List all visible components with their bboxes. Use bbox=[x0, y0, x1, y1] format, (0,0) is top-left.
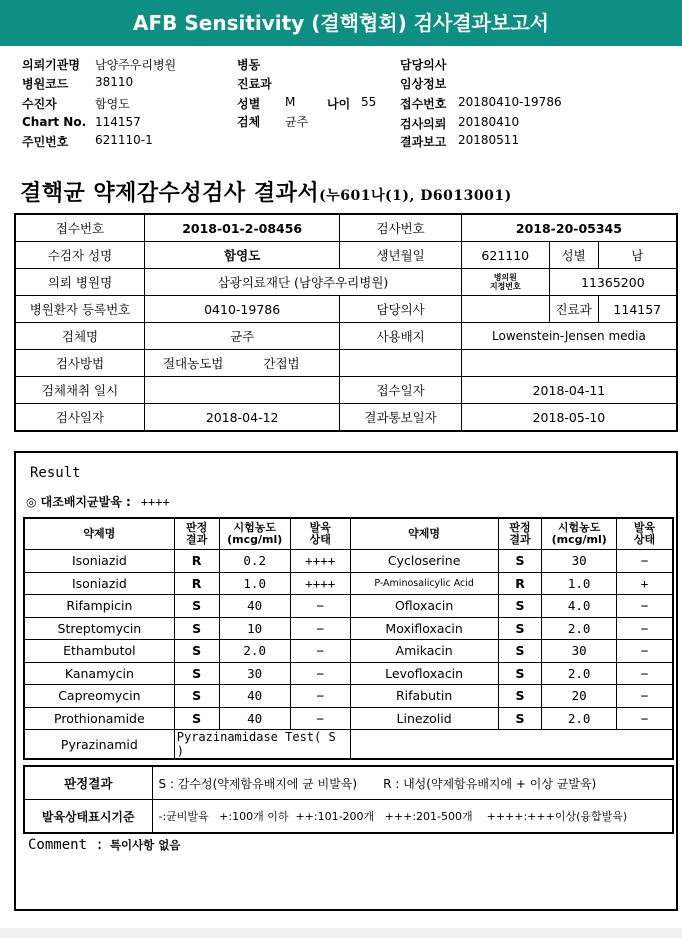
patient-name-label: 수검자 성명 bbox=[15, 242, 144, 269]
value-resident-no: 621110-1 bbox=[95, 133, 153, 147]
conc: 30 bbox=[542, 550, 617, 573]
report-date-value: 2018-05-10 bbox=[461, 404, 677, 432]
conc: 2.0 bbox=[542, 662, 617, 685]
conc: 10 bbox=[219, 617, 290, 640]
header-conc: 시험농도 (mcg/ml) bbox=[219, 518, 290, 550]
drug-name: Pyrazinamid bbox=[24, 730, 174, 760]
label-result-report: 결과보고 bbox=[400, 135, 447, 149]
drug-name: Ethambutol bbox=[24, 640, 174, 663]
conc: 20 bbox=[542, 685, 617, 708]
conc: 2.0 bbox=[219, 640, 290, 663]
result-heading: Result bbox=[30, 465, 81, 481]
comment-label: Comment : bbox=[28, 837, 104, 853]
growth: − bbox=[616, 685, 673, 708]
hosp-no-label bbox=[461, 269, 549, 296]
conc: 40 bbox=[219, 685, 290, 708]
receipt-no-label: 접수번호 bbox=[15, 214, 144, 242]
conc: 0.2 bbox=[219, 550, 290, 573]
label-patient: 수진자 bbox=[22, 97, 57, 111]
judge: S bbox=[174, 640, 219, 663]
label-hospital-code: 병원코드 bbox=[22, 77, 69, 91]
growth: + bbox=[616, 572, 673, 595]
receipt-no-value: 2018-01-2-08456 bbox=[144, 214, 339, 242]
conc: 30 bbox=[542, 640, 617, 663]
table-row bbox=[24, 685, 673, 708]
growth: − bbox=[616, 595, 673, 618]
report-title-text: 결핵균 약제감수성검사 결과서 bbox=[20, 180, 320, 206]
table-row bbox=[24, 595, 673, 618]
receipt-date-value: 2018-04-11 bbox=[461, 377, 677, 404]
birth-label: 생년월일 bbox=[340, 242, 462, 269]
header-conc: 시험농도 (mcg/ml) bbox=[542, 518, 617, 550]
conc: 2.0 bbox=[542, 617, 617, 640]
method-label: 검사방법 bbox=[15, 350, 144, 377]
growth: − bbox=[616, 550, 673, 573]
growth: − bbox=[616, 662, 673, 685]
hospital-label: 의뢰 병원명 bbox=[15, 269, 144, 296]
judge: S bbox=[498, 662, 542, 685]
value-age: 55 bbox=[361, 95, 377, 109]
judge: S bbox=[498, 550, 542, 573]
judge-legend bbox=[152, 766, 673, 800]
judge: S bbox=[174, 685, 219, 708]
drug-name: Rifabutin bbox=[350, 685, 498, 708]
judge: S bbox=[174, 662, 219, 685]
conc: 40 bbox=[219, 707, 290, 730]
drug-name: P-Aminosalicylic Acid bbox=[350, 572, 498, 595]
hosp-no-label-line2: 지정번호 bbox=[489, 282, 521, 291]
label-requesting-org: 의뢰기관명 bbox=[22, 58, 80, 72]
conc: 2.0 bbox=[542, 707, 617, 730]
judge: S bbox=[498, 640, 542, 663]
birth-value: 621110 bbox=[461, 242, 549, 269]
method-value bbox=[144, 350, 339, 377]
drug-name: Isoniazid bbox=[24, 550, 174, 573]
drug-name: Rifampicin bbox=[24, 595, 174, 618]
drug-name: Levofloxacin bbox=[350, 662, 498, 685]
medium-value: Lowenstein-Jensen media bbox=[461, 323, 677, 350]
judge-legend-s: S : 감수성(약제함유배지에 균 비발육) bbox=[158, 776, 358, 791]
judge: S bbox=[498, 685, 542, 708]
info-section bbox=[0, 46, 682, 168]
growth: − bbox=[290, 640, 350, 663]
bottom-bar bbox=[0, 928, 682, 938]
label-resident-no: 주민번호 bbox=[22, 135, 69, 149]
empty-cell bbox=[340, 350, 462, 377]
control-growth-value: ++++ bbox=[140, 495, 170, 509]
drug-name: Amikacin bbox=[350, 640, 498, 663]
judge: R bbox=[498, 572, 542, 595]
empty-cell bbox=[461, 350, 677, 377]
drug-name: Linezolid bbox=[350, 707, 498, 730]
doctor-label: 담당의사 bbox=[340, 296, 462, 323]
conc: 1.0 bbox=[542, 572, 617, 595]
sex-value: 남 bbox=[598, 242, 677, 269]
drug-name: Cycloserine bbox=[350, 550, 498, 573]
hosp-no-value: 11365200 bbox=[549, 269, 677, 296]
hospital-value: 삼광의료재단 (남양주우리병원) bbox=[144, 269, 461, 296]
control-growth bbox=[26, 493, 170, 510]
label-test-request: 검사의뢰 bbox=[400, 117, 447, 131]
test-date-label: 검사일자 bbox=[15, 404, 144, 432]
report-header: AFB Sensitivity (결핵협회) 검사결과보고서 bbox=[0, 0, 682, 46]
doctor-value bbox=[461, 296, 549, 323]
judge: S bbox=[498, 617, 542, 640]
value-receipt-no: 20180410-19786 bbox=[458, 95, 562, 109]
judge: S bbox=[174, 707, 219, 730]
value-hospital-code: 38110 bbox=[95, 75, 134, 89]
specimen-value: 균주 bbox=[144, 323, 339, 350]
growth-legend-label: 발육상태표시기준 bbox=[24, 800, 152, 834]
collect-value bbox=[144, 377, 339, 404]
value-specimen: 균주 bbox=[285, 115, 309, 129]
test-date-value: 2018-04-12 bbox=[144, 404, 339, 432]
growth: − bbox=[290, 595, 350, 618]
header-drug: 약제명 bbox=[24, 518, 174, 550]
label-age: 나이 bbox=[327, 97, 351, 111]
header-judge: 판정 결과 bbox=[174, 518, 219, 550]
drug-name: Prothionamide bbox=[24, 707, 174, 730]
judge: R bbox=[174, 572, 219, 595]
conc: 4.0 bbox=[542, 595, 617, 618]
receipt-date-label: 접수일자 bbox=[340, 377, 462, 404]
growth: − bbox=[290, 685, 350, 708]
header-judge: 판정 결과 bbox=[498, 518, 542, 550]
collect-label: 검체채취 일시 bbox=[15, 377, 144, 404]
label-specimen: 검체 bbox=[237, 115, 261, 129]
drug-name: Moxifloxacin bbox=[350, 617, 498, 640]
growth: − bbox=[616, 707, 673, 730]
judge: S bbox=[498, 707, 542, 730]
table-row bbox=[24, 662, 673, 685]
test-no-value: 2018-20-05345 bbox=[461, 214, 677, 242]
growth: − bbox=[290, 617, 350, 640]
growth-legend: -:균비발육 +:100개 이하 ++:101-200개 +++:201-500개 ++++:+++이상(융합발육) bbox=[152, 800, 673, 834]
judge-legend-label: 판정결과 bbox=[24, 766, 152, 800]
value-test-request: 20180410 bbox=[458, 115, 520, 129]
drug-name: Kanamycin bbox=[24, 662, 174, 685]
method-indirect: 간접법 bbox=[263, 356, 300, 371]
growth: ++++ bbox=[290, 550, 350, 573]
dept-value: 114157 bbox=[598, 296, 677, 323]
table-row bbox=[24, 550, 673, 573]
pza-test-value: Pyrazinamidase Test( S ) bbox=[174, 730, 350, 760]
growth: − bbox=[290, 662, 350, 685]
sex-label: 성별 bbox=[549, 242, 598, 269]
method-absolute: 절대농도법 bbox=[162, 356, 224, 371]
growth: − bbox=[616, 617, 673, 640]
header-growth: 발육 상태 bbox=[290, 518, 350, 550]
header-drug: 약제명 bbox=[350, 518, 498, 550]
value-requesting-org: 남양주우리병원 bbox=[95, 58, 177, 72]
growth: − bbox=[616, 640, 673, 663]
dept-label: 진료과 bbox=[549, 296, 598, 323]
specimen-label: 검체명 bbox=[15, 323, 144, 350]
value-patient: 함영도 bbox=[95, 97, 130, 111]
growth: ++++ bbox=[290, 572, 350, 595]
conc: 40 bbox=[219, 595, 290, 618]
label-doctor: 담당의사 bbox=[400, 58, 447, 72]
reg-no-label: 병원환자 등록번호 bbox=[15, 296, 144, 323]
growth: − bbox=[290, 707, 350, 730]
report-code: (누601나(1), D6013001) bbox=[319, 188, 512, 204]
table-row bbox=[24, 572, 673, 595]
legend-table bbox=[23, 765, 674, 834]
value-result-report: 20180511 bbox=[458, 133, 520, 147]
label-sex: 성별 bbox=[237, 97, 261, 111]
label-department: 진료과 bbox=[237, 77, 272, 91]
table-row bbox=[24, 617, 673, 640]
table-row bbox=[24, 640, 673, 663]
drug-name: Capreomycin bbox=[24, 685, 174, 708]
patient-name-value: 함영도 bbox=[144, 242, 339, 269]
value-chart-no: 114157 bbox=[95, 115, 141, 129]
conc: 30 bbox=[219, 662, 290, 685]
empty-cell bbox=[350, 730, 673, 760]
table-row bbox=[24, 707, 673, 730]
report-date-label: 결과통보일자 bbox=[340, 404, 462, 432]
judge: R bbox=[174, 550, 219, 573]
label-receipt-no: 접수번호 bbox=[400, 97, 447, 111]
conc: 1.0 bbox=[219, 572, 290, 595]
drug-name: Isoniazid bbox=[24, 572, 174, 595]
label-chart-no: Chart No. bbox=[22, 115, 87, 129]
hosp-no-label-line1: 병의원 bbox=[493, 273, 517, 282]
report-title bbox=[20, 176, 512, 207]
comment-value: 특이사항 없음 bbox=[109, 838, 181, 852]
drug-name: Streptomycin bbox=[24, 617, 174, 640]
test-no-label: 검사번호 bbox=[340, 214, 462, 242]
result-box bbox=[14, 451, 678, 911]
drug-name: Ofloxacin bbox=[350, 595, 498, 618]
table-row bbox=[24, 730, 673, 760]
medium-label: 사용배지 bbox=[340, 323, 462, 350]
drug-table-header bbox=[24, 518, 673, 550]
patient-info-table bbox=[14, 213, 678, 432]
comment bbox=[28, 837, 181, 853]
value-sex: M bbox=[285, 95, 296, 109]
judge-legend-r: R : 내성(약제함유배지에 + 이상 균발육) bbox=[383, 776, 597, 791]
header-growth: 발육 상태 bbox=[616, 518, 673, 550]
label-clinical-info: 임상정보 bbox=[400, 77, 447, 91]
control-growth-label: ◎ 대조배지균발육 : bbox=[26, 495, 131, 509]
label-ward: 병동 bbox=[237, 58, 261, 72]
judge: S bbox=[174, 617, 219, 640]
reg-no-value: 0410-19786 bbox=[144, 296, 339, 323]
judge: S bbox=[174, 595, 219, 618]
judge: S bbox=[498, 595, 542, 618]
drug-table bbox=[23, 517, 674, 760]
